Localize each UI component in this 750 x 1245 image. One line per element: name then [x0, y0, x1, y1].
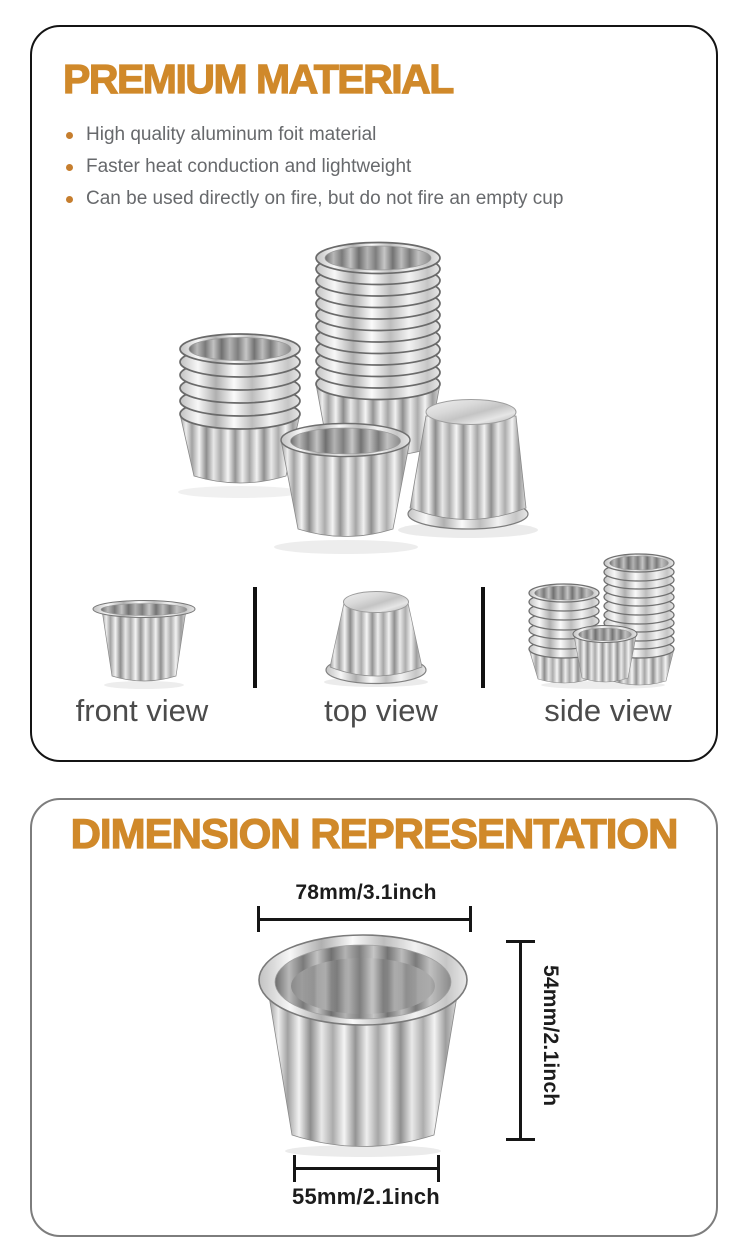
dimension-line-side-height: [506, 940, 535, 1141]
view-label-top: top view: [324, 693, 438, 728]
cup-stack-left: [180, 334, 300, 483]
view-label-side: side view: [544, 693, 672, 728]
dimension-line-bottom-width: [293, 1155, 440, 1182]
top-view-photo: [322, 583, 430, 689]
dimension-cup-photo: [252, 928, 472, 1160]
bullet-text: High quality aluminum foit material: [86, 124, 377, 145]
dimension-card-title: DIMENSION REPRESENTATION: [70, 810, 678, 857]
dimension-label-top-width: 78mm/3.1inch: [295, 881, 437, 904]
bullet-text: Faster heat conduction and lightweight: [86, 156, 412, 177]
bullet-dot: [66, 196, 73, 203]
premium-card-title: PREMIUM MATERIAL: [63, 56, 453, 102]
side-view-photo: [518, 553, 686, 689]
cup-small-front: [573, 626, 637, 683]
cup-front-single: [281, 424, 410, 537]
dimension-label-bottom-width: 55mm/2.1inch: [292, 1184, 440, 1209]
bullet-item: [66, 119, 563, 151]
bullet-item: [66, 183, 563, 215]
cup-tipped: [408, 400, 528, 530]
premium-bullet-list: [66, 119, 563, 215]
view-divider: [253, 587, 257, 688]
view-label-front: front view: [75, 693, 209, 728]
front-view-photo: [90, 598, 198, 690]
bullet-dot: [66, 132, 73, 139]
bullet-text: Can be used directly on fire, but do not fire an empty cup: [86, 188, 564, 209]
product-photo-main: [118, 224, 588, 559]
view-divider: [481, 587, 485, 688]
bullet-item: [66, 151, 563, 183]
bullet-dot: [66, 164, 73, 171]
dimension-label-side-height: 54mm/2.1inch: [539, 965, 562, 1107]
